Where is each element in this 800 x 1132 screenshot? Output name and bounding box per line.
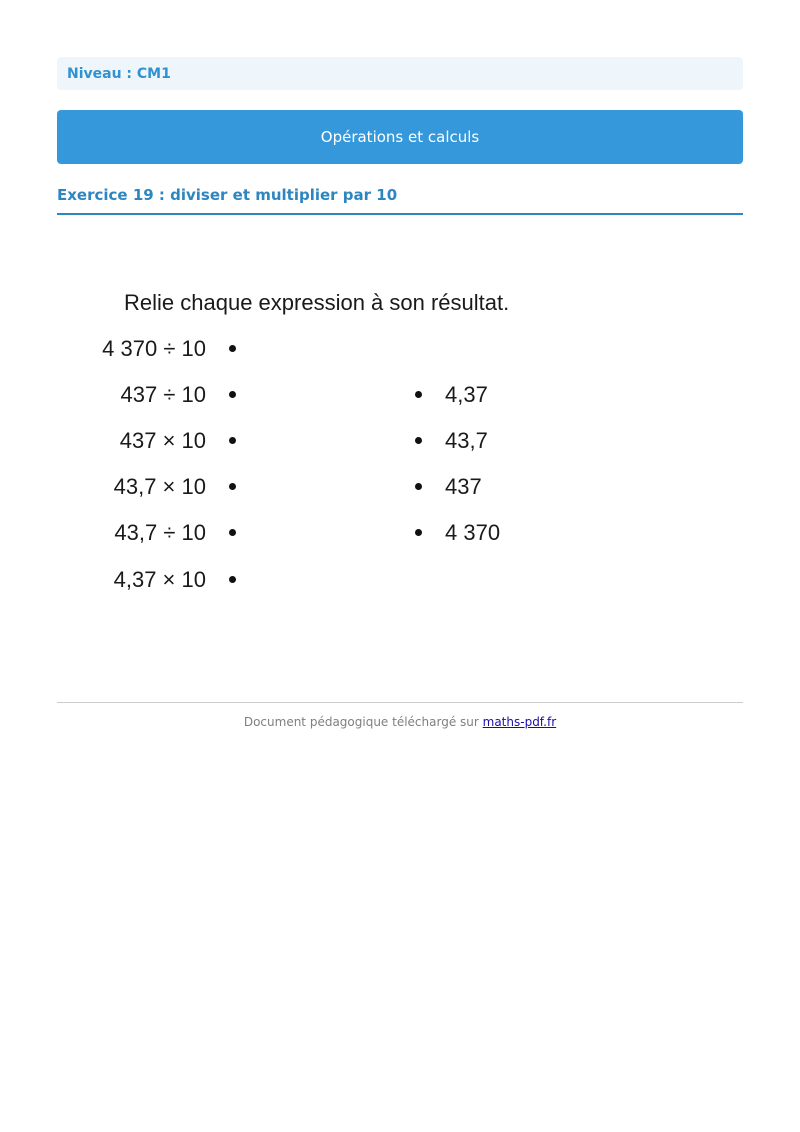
footer-divider [57, 702, 743, 703]
footer [57, 715, 743, 729]
expression-item: 437 ÷ 10 [120, 382, 206, 407]
result-item: 437 [445, 474, 482, 499]
result-dot[interactable] [415, 391, 422, 398]
result-item: 43,7 [445, 428, 488, 453]
expression-dot[interactable] [229, 483, 236, 490]
result-dot[interactable] [415, 529, 422, 536]
expression-dot[interactable] [229, 576, 236, 583]
level-label: Niveau : CM1 [67, 65, 171, 82]
expression-item: 437 × 10 [119, 428, 206, 453]
exercise-instruction: Relie chaque expression à son résultat. [124, 290, 510, 315]
expression-item: 43,7 ÷ 10 [114, 520, 206, 545]
expression-item: 43,7 × 10 [113, 474, 206, 499]
expression-dot[interactable] [229, 437, 236, 444]
result-item: 4,37 [445, 382, 488, 407]
chapter-title: Opérations et calculs [320, 128, 480, 146]
expression-item: 4,37 × 10 [113, 567, 206, 592]
expression-dot[interactable] [229, 391, 236, 398]
result-item: 4 370 [445, 520, 501, 545]
expression-item: 4 370 ÷ 10 [102, 336, 206, 361]
exercise-title: Exercice 19 : diviser et multiplier par 10 [57, 185, 743, 215]
footer-link[interactable]: maths-pdf.fr [482, 715, 557, 729]
result-dot[interactable] [415, 437, 422, 444]
expression-dot[interactable] [229, 345, 236, 352]
footer-text: Document pédagogique téléchargé sur [243, 715, 483, 729]
expression-dot[interactable] [229, 529, 236, 536]
result-dot[interactable] [415, 483, 422, 490]
